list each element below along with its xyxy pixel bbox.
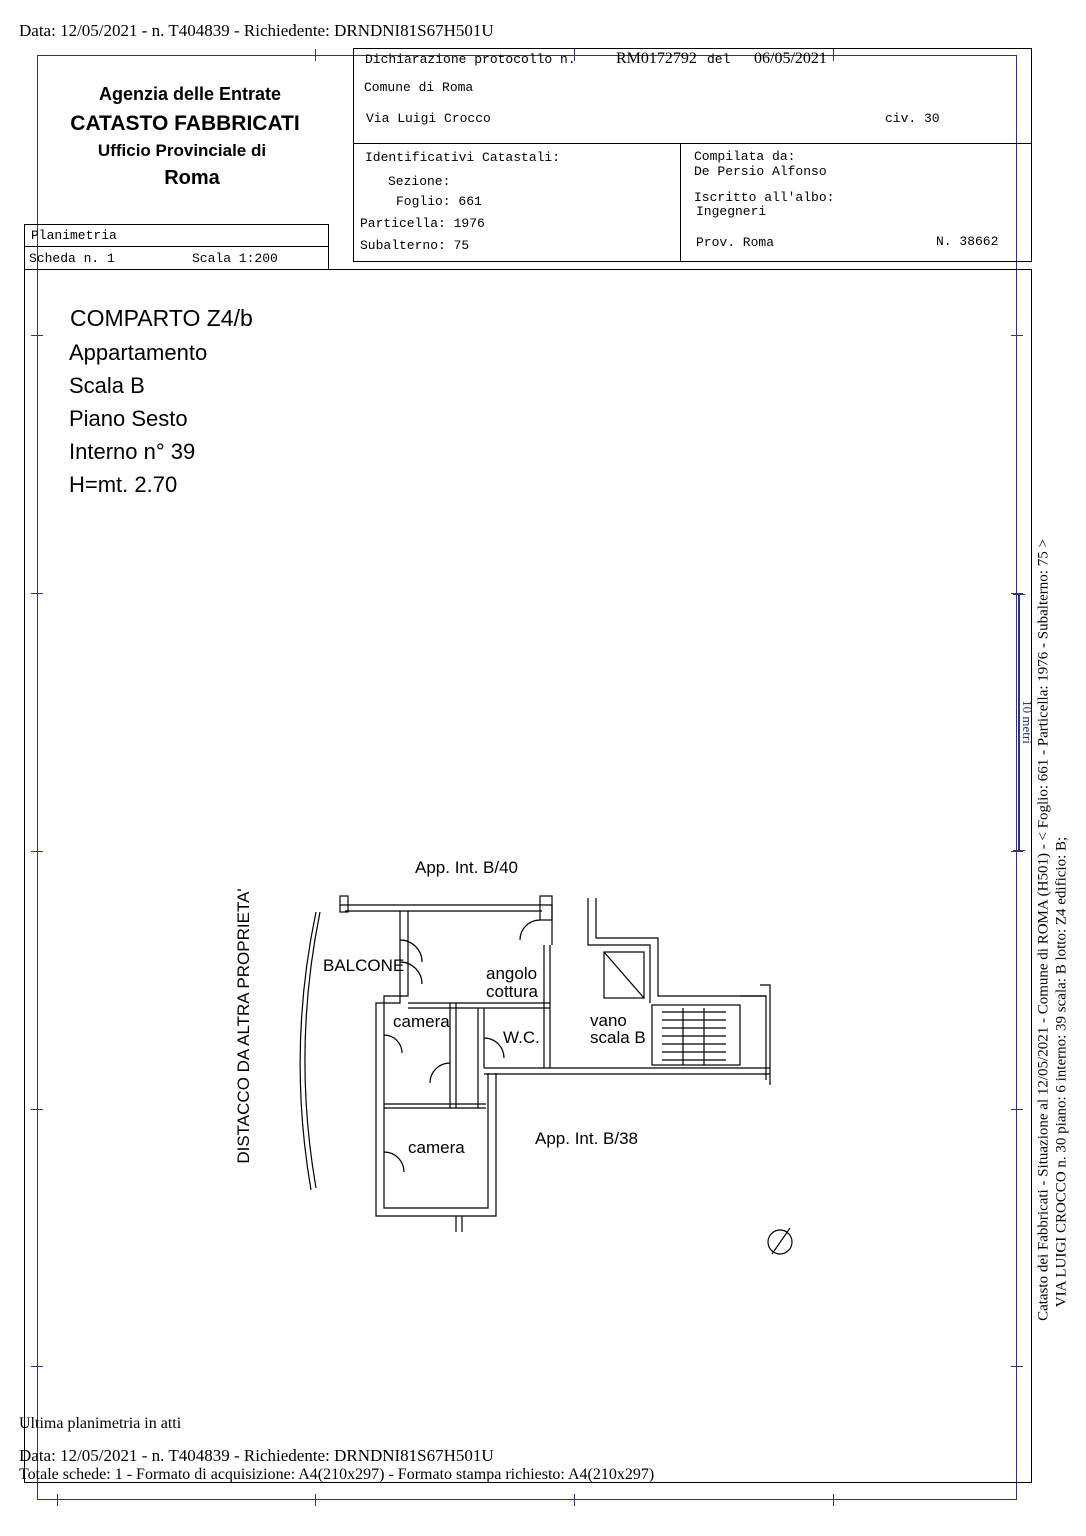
comune: Comune di Roma bbox=[364, 80, 474, 95]
foglio: Foglio: 661 bbox=[396, 194, 482, 209]
label-distacco: DISTACCO DA ALTRA PROPRIETA' bbox=[234, 888, 253, 1164]
protocol-prefix: Dichiarazione protocollo n. bbox=[365, 52, 576, 67]
footer-data: Data: 12/05/2021 - n. T404839 - Richiedente: DRNDNI81S67H501U bbox=[19, 1446, 494, 1465]
label-angolo: angolo bbox=[486, 964, 538, 983]
side-text-1: Catasto dei Fabbricati - Situazione al 12/05/2021 - Comune di ROMA (H501) - < Foglio: 661 - Particella: 1976 - Subalterno: 75 > bbox=[1035, 539, 1052, 1321]
subalterno: Subalterno: 75 bbox=[360, 238, 470, 253]
identificativi-title: Identificativi Catastali: bbox=[365, 150, 561, 165]
compilata-name: De Persio Alfonso bbox=[694, 164, 827, 179]
sezione: Sezione: bbox=[388, 174, 451, 189]
side-text-2: VIA LUIGI CROCCO n. 30 piano: 6 interno: 39 scala: B lotto: Z4 edificio: B; bbox=[1053, 836, 1070, 1308]
ufficio-label: Ufficio Provinciale di bbox=[97, 141, 267, 160]
altezza: H=mt. 2.70 bbox=[69, 472, 178, 497]
albo-value: Ingegneri bbox=[696, 204, 767, 219]
footer-ultima: Ultima planimetria in atti bbox=[19, 1415, 182, 1432]
albo-label: Iscritto all'albo: bbox=[694, 190, 835, 205]
interno: Interno n° 39 bbox=[69, 439, 196, 464]
tipologia: Appartamento bbox=[69, 340, 208, 365]
compilata-title: Compilata da: bbox=[694, 149, 796, 164]
label-balcone: BALCONE bbox=[323, 956, 405, 975]
label-app-40: App. Int. B/40 bbox=[415, 858, 519, 877]
label-vano: vano bbox=[590, 1011, 627, 1030]
protocol-date: 06/05/2021 bbox=[754, 50, 827, 67]
scala: Scala B bbox=[69, 373, 145, 398]
piano: Piano Sesto bbox=[69, 406, 188, 431]
scheda-label: Scheda n. 1 bbox=[29, 251, 115, 266]
comparto: COMPARTO Z4/b bbox=[70, 305, 253, 331]
label-cottura: cottura bbox=[486, 982, 538, 1001]
label-wc: W.C. bbox=[503, 1028, 540, 1047]
agency-name: Agenzia delle Entrate bbox=[98, 84, 282, 104]
prov: Prov. Roma bbox=[696, 235, 775, 250]
scala-label: Scala 1:200 bbox=[192, 251, 278, 266]
civico: civ. 30 bbox=[885, 111, 940, 126]
footer-totale: Totale schede: 1 - Formato di acquisizione: A4(210x297) - Formato stampa richiesto: A4(210x297) bbox=[19, 1466, 655, 1483]
particella: Particella: 1976 bbox=[360, 216, 485, 231]
label-camera-1: camera bbox=[393, 1012, 450, 1031]
via: Via Luigi Crocco bbox=[366, 111, 491, 126]
protocol-number: RM0172792 bbox=[616, 50, 697, 67]
protocol-del: del bbox=[707, 52, 731, 67]
label-scala-b: scala B bbox=[590, 1028, 646, 1047]
scale-bar-label: 10 metri bbox=[1020, 700, 1035, 744]
label-app-38: App. Int. B/38 bbox=[535, 1129, 639, 1148]
catasto-title: CATASTO FABBRICATI bbox=[70, 112, 300, 135]
label-camera-2: camera bbox=[408, 1138, 465, 1157]
planimetria-label: Planimetria bbox=[31, 228, 117, 243]
ufficio-city: Roma bbox=[164, 167, 220, 189]
header-line: Data: 12/05/2021 - n. T404839 - Richiedente: DRNDNI81S67H501U bbox=[19, 21, 494, 40]
albo-numero: N. 38662 bbox=[936, 234, 999, 249]
